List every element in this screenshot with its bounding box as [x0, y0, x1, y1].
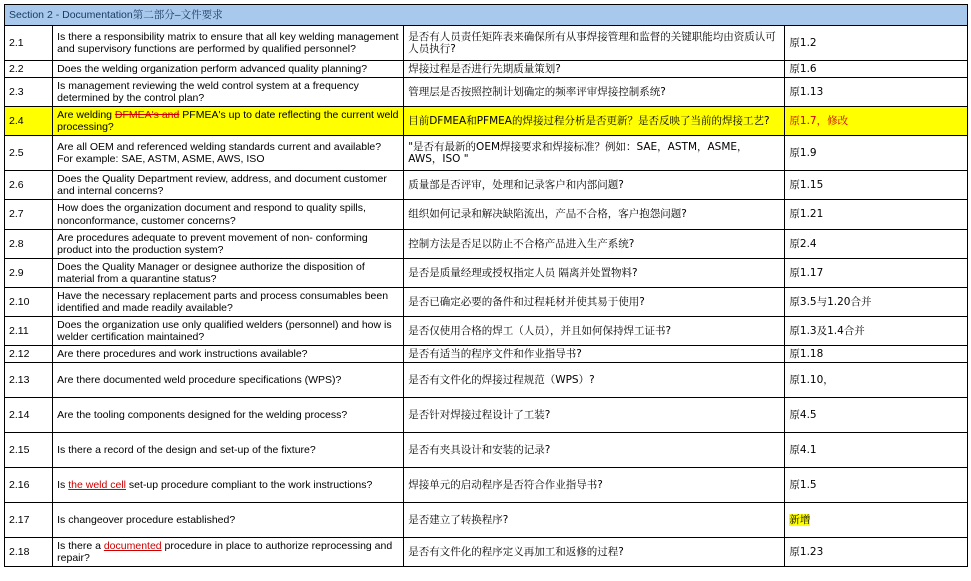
- row-question-en: Is management reviewing the weld control system at a frequency determined by the control plan?: [53, 78, 404, 107]
- row-question-cn: 是否有夹具设计和安装的记录?: [404, 433, 785, 468]
- row-question-en: Is there a responsibility matrix to ensure that all key welding management and supervisory functions are performed by qualified personnel?: [53, 26, 404, 61]
- row-question-en: Is the weld cell set-up procedure compliant to the work instructions?: [53, 468, 404, 503]
- reference-highlight: 新增: [789, 514, 811, 527]
- document-sheet: [0, 4, 971, 581]
- row-question-cn: 是否是质量经理或授权指定人员 隔离并处置物料?: [404, 258, 785, 287]
- section-header-row: [5, 5, 968, 26]
- row-question-en: Does the Quality Department review, address, and document customer and internal concerns?: [53, 171, 404, 200]
- row-reference: 原1.9: [785, 136, 968, 171]
- table-row: [5, 229, 968, 258]
- row-number: 2.17: [5, 503, 53, 538]
- row-question-en: Does the welding organization perform advanced quality planning?: [53, 61, 404, 78]
- row-reference: 原1.17: [785, 258, 968, 287]
- row-number: 2.14: [5, 398, 53, 433]
- row-question-en: Are there documented weld procedure specifications (WPS)?: [53, 363, 404, 398]
- row-question-cn: 是否针对焊接过程设计了工装?: [404, 398, 785, 433]
- row-question-cn: 是否建立了转换程序?: [404, 503, 785, 538]
- row-number: 2.3: [5, 78, 53, 107]
- strikethrough-text: DFMEA's and: [114, 109, 180, 122]
- row-question-cn: 目前DFMEA和PFMEA的焊接过程分析是否更新？是否反映了当前的焊接工艺?: [404, 107, 785, 136]
- row-question-en: Does the organization use only qualified welders (personnel) and how is welder certification maintained?: [53, 316, 404, 345]
- row-question-en: Have the necessary replacement parts and process consumables been identified and made readily available?: [53, 287, 404, 316]
- row-reference: 原1.15: [785, 171, 968, 200]
- row-question-cn: "是否有最新的OEM焊接要求和焊接标准？例如：SAE，ASTM，ASME，AWS，ISO ": [404, 136, 785, 171]
- row-number: 2.7: [5, 200, 53, 229]
- row-question-en: Are welding DFMEA's and PFMEA's up to date reflecting the current weld processing?: [53, 107, 404, 136]
- row-question-en: Does the Quality Manager or designee authorize the disposition of material from a quarantine status?: [53, 258, 404, 287]
- row-number: 2.5: [5, 136, 53, 171]
- section-title: Section 2 - Documentation第二部分–文件要求: [5, 5, 968, 26]
- row-question-cn: 是否仅使用合格的焊工（人员），并且如何保持焊工证书?: [404, 316, 785, 345]
- table-row: [5, 398, 968, 433]
- table-row: [5, 61, 968, 78]
- table-row: [5, 171, 968, 200]
- checklist-table: [4, 4, 968, 567]
- row-question-cn: 控制方法是否足以防止不合格产品进入生产系统?: [404, 229, 785, 258]
- table-row: [5, 136, 968, 171]
- table-row: [5, 503, 968, 538]
- row-number: 2.4: [5, 107, 53, 136]
- row-question-cn: 组织如何记录和解决缺陷流出，产品不合格，客户抱怨问题?: [404, 200, 785, 229]
- row-number: 2.13: [5, 363, 53, 398]
- table-row: [5, 200, 968, 229]
- row-question-en: Is changeover procedure established?: [53, 503, 404, 538]
- row-reference: 原1.21: [785, 200, 968, 229]
- row-number: 2.9: [5, 258, 53, 287]
- table-row: [5, 468, 968, 503]
- table-row: [5, 363, 968, 398]
- row-reference: 原4.1: [785, 433, 968, 468]
- row-question-en: How does the organization document and respond to quality spills, nonconformance, customer concerns?: [53, 200, 404, 229]
- row-reference: 原1.10，: [785, 363, 968, 398]
- row-reference: 原2.4: [785, 229, 968, 258]
- row-question-en: Are procedures adequate to prevent movement of non- conforming product into the production system?: [53, 229, 404, 258]
- table-row: [5, 78, 968, 107]
- row-question-en: Are all OEM and referenced welding standards current and available? For example: SAE, ASTM, ASME, AWS, ISO: [53, 136, 404, 171]
- table-row-highlighted: [5, 107, 968, 136]
- row-number: 2.1: [5, 26, 53, 61]
- row-number: 2.8: [5, 229, 53, 258]
- row-question-en: Is there a record of the design and set-up of the fixture?: [53, 433, 404, 468]
- row-number: 2.16: [5, 468, 53, 503]
- row-reference: 原1.2: [785, 26, 968, 61]
- table-row: [5, 346, 968, 363]
- row-reference: 原4.5: [785, 398, 968, 433]
- row-number: 2.10: [5, 287, 53, 316]
- row-number: 2.11: [5, 316, 53, 345]
- row-reference: 原3.5与1.20合并: [785, 287, 968, 316]
- row-question-cn: 焊接单元的启动程序是否符合作业指导书?: [404, 468, 785, 503]
- row-question-en: Are there procedures and work instructions available?: [53, 346, 404, 363]
- row-question-cn: 是否有文件化的程序定义再加工和返修的过程?: [404, 538, 785, 567]
- row-question-cn: 是否有人员责任矩阵表来确保所有从事焊接管理和监督的关键职能均由资质认可人员执行?: [404, 26, 785, 61]
- row-number: 2.18: [5, 538, 53, 567]
- row-question-cn: 是否已确定必要的备件和过程耗材并使其易于使用?: [404, 287, 785, 316]
- table-row: [5, 433, 968, 468]
- edited-text: the weld cell: [68, 479, 127, 492]
- row-question-cn: 焊接过程是否进行先期质量策划?: [404, 61, 785, 78]
- row-question-en: Is there a documented procedure in place to authorize reprocessing and repair?: [53, 538, 404, 567]
- table-row: [5, 258, 968, 287]
- row-reference: 原1.5: [785, 468, 968, 503]
- table-row: [5, 287, 968, 316]
- table-row: [5, 26, 968, 61]
- edited-text: documented: [103, 540, 162, 553]
- row-reference: 原1.18: [785, 346, 968, 363]
- row-question-cn: 是否有文件化的焊接过程规范（WPS）?: [404, 363, 785, 398]
- row-number: 2.6: [5, 171, 53, 200]
- table-row: [5, 538, 968, 567]
- row-number: 2.2: [5, 61, 53, 78]
- row-reference: [785, 503, 968, 538]
- row-question-cn: 质量部是否评审，处理和记录客户和内部问题?: [404, 171, 785, 200]
- table-row: [5, 316, 968, 345]
- row-reference: 原1.13: [785, 78, 968, 107]
- row-reference: 原1.6: [785, 61, 968, 78]
- row-reference: 原1.3及1.4合并: [785, 316, 968, 345]
- row-question-cn: 管理层是否按照控制计划确定的频率评审焊接控制系统?: [404, 78, 785, 107]
- row-reference: 原1.23: [785, 538, 968, 567]
- row-reference: 原1.7，修改: [785, 107, 968, 136]
- row-question-cn: 是否有适当的程序文件和作业指导书?: [404, 346, 785, 363]
- row-question-en: Are the tooling components designed for the welding process?: [53, 398, 404, 433]
- row-number: 2.12: [5, 346, 53, 363]
- row-number: 2.15: [5, 433, 53, 468]
